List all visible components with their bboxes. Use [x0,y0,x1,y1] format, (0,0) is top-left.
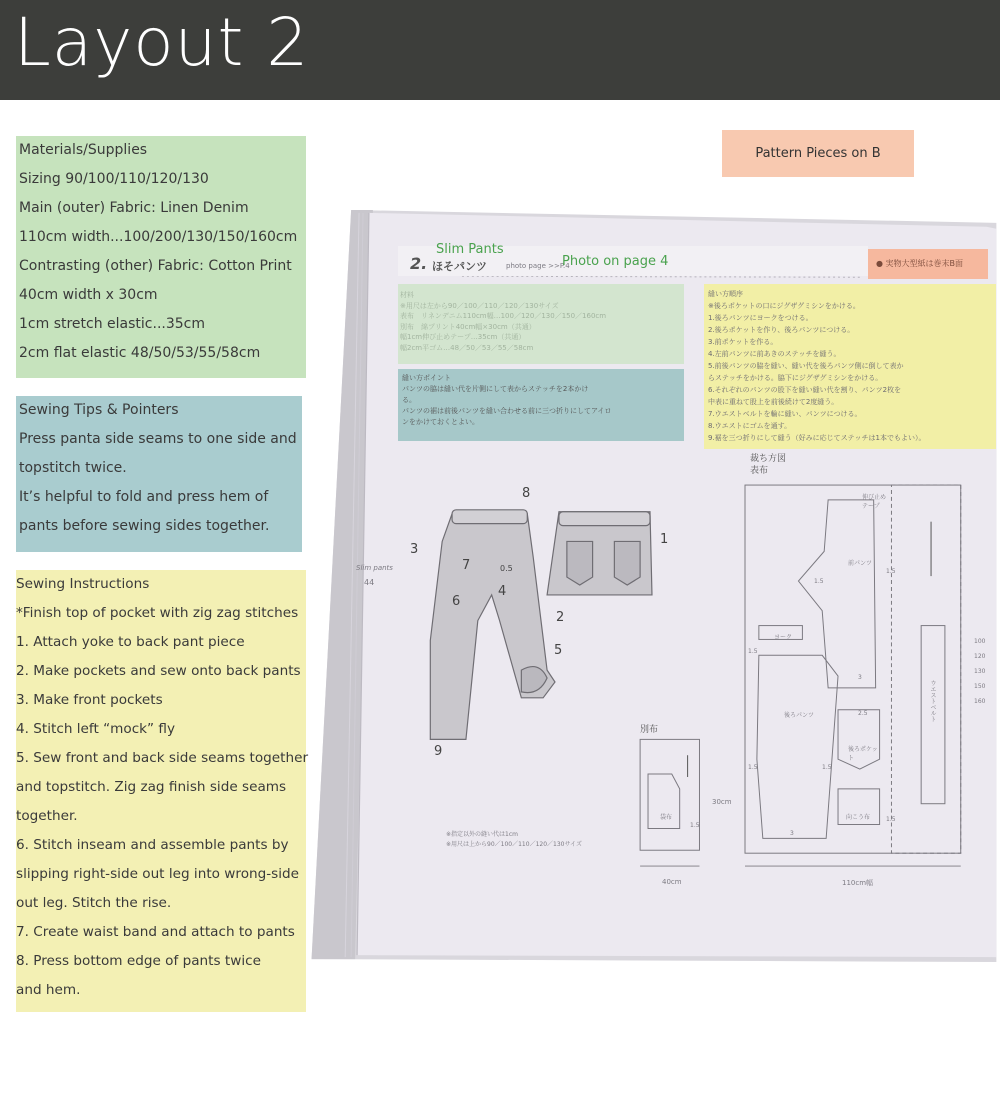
instructions-line: 8. Press bottom edge of pants twice [16,953,261,969]
sewing-tips-panel [16,396,302,552]
cut-layout-title: 裁ち方図 [750,454,787,464]
measure-width-other: 40cm [662,878,682,886]
allowance-label: 1.5 [822,764,832,771]
instructions-line: *Finish top of pocket with zig zag stitches [16,605,299,621]
allowance-label: 1.5 [748,648,758,655]
jp-line: 9.裾を三つ折りにして縫う（好みに応じてステッチは1本でもよい）。 [708,434,926,442]
diagram-number: 0.5 [500,564,513,573]
jp-line: 縫い方順序 [708,290,743,298]
book-page-number: 44 [364,578,375,587]
jp-line: 1.後ろパンツにヨークをつける。 [708,314,813,322]
size-value: 160 [974,698,986,705]
book-materials-highlight [398,284,684,364]
piece-label: 前パンツ [848,560,873,567]
book-page-caption: Slim pants [356,564,393,572]
piece-label: 伸び止めテープ [862,494,887,510]
book-title-jp: ほそパンツ [432,260,487,273]
materials-line: 40cm width x 30cm [19,287,158,303]
book-points-jp [402,373,682,428]
tips-heading: Sewing Tips & Pointers [19,402,179,418]
diagram-number: 6 [452,594,461,609]
sewing-instructions-panel [16,570,309,1012]
jp-line: る。 [402,396,416,404]
materials-heading: Materials/Supplies [19,142,148,158]
instructions-line: 5. Sew front and back side seams together [16,750,309,766]
diagram-number: 3 [410,542,419,557]
header-bar [0,0,1000,100]
allowance-label: 1.5 [748,764,758,771]
instructions-line: 1. Attach yoke to back pant piece [16,634,245,650]
size-value: 120 [974,653,986,660]
materials-panel [16,136,306,378]
diagram-number: 2 [556,610,565,625]
jp-line: 5.前後パンツの脇を縫い、縫い代を後ろパンツ側に倒して表か [708,362,904,370]
measure-width-main: 110cm幅 [842,879,874,887]
materials-line: Contrasting (other) Fabric: Cotton Print [19,258,292,274]
allowance-label: 1.5 [690,822,700,829]
jp-line: ンをかけておくとよい。 [402,418,479,426]
book-photo-ref: photo page >>P.4 [506,262,570,270]
tips-line: pants before sewing sides together. [19,518,270,534]
diagram-number: 9 [434,744,443,759]
book-overlay-photo: Photo on page 4 [562,254,669,269]
pants-back-illustration [547,512,652,595]
note-line: ※指定以外の縫い代は1cm [446,831,518,838]
diagram-number: 7 [462,558,471,573]
diagram-number: 1 [660,532,669,547]
materials-line: Sizing 90/100/110/120/130 [19,171,209,187]
instructions-line: slipping right-side out leg into wrong-side [16,866,300,882]
jp-line: パンツの裾は前後パンツを縫い合わせる前に三つ折りにしてアイロ [402,407,612,415]
instructions-line: 2. Make pockets and sew onto back pants [16,663,301,679]
instructions-line: 3. Make front pockets [16,692,163,708]
piece-label: ウエストベルト [929,680,936,722]
instructions-line: 7. Create waist band and attach to pants [16,924,295,940]
page-title: Layout 2 [14,4,310,81]
allowance-label: 1.5 [886,816,896,823]
measure-height-other: 30cm [712,798,732,806]
jp-line: 2.後ろポケットを作り、後ろパンツにつける。 [708,326,855,334]
jp-line: 縫い方ポイント [402,374,451,382]
book-pattern-no: 2. [410,254,428,273]
tips-line: Press panta side seams to one side and [19,431,297,447]
tips-line: It’s helpful to fold and press hem of [19,489,269,505]
jp-line: 4.左前パンツに前あきのステッチを縫う。 [708,350,841,358]
jp-line: 7.ウエストベルトを輪に縫い、パンツにつける。 [708,410,862,418]
jp-line: 8.ウエストにゴムを通す。 [708,422,792,430]
size-value: 130 [974,668,986,675]
instructions-line: and hem. [16,982,81,998]
measure-sizes [974,634,985,709]
instructions-line: together. [16,808,78,824]
diagram-number: 8 [522,486,531,501]
allowance-label: 1.5 [814,578,824,585]
jp-line: 3.前ポケットを作る。 [708,338,778,346]
size-value: 150 [974,683,986,690]
instructions-line: and topstitch. Zig zag finish side seams [16,779,287,795]
piece-label: 袋布 [660,814,673,821]
note-line: ※用尺は上から90／100／110／120／130サイズ [446,841,582,848]
book-notes [446,830,582,850]
tips-line: topstitch twice. [19,460,127,476]
materials-line: 1cm stretch elastic...35cm [19,316,205,332]
allowance-label: 2.5 [858,710,868,717]
piece-label: ヨーク [774,634,793,641]
cut-layout-sub: 表布 [750,466,769,476]
diagram-number: 4 [498,584,507,599]
materials-line: 110cm width...100/200/130/150/160cm [19,229,298,245]
allowance-label: 3 [858,674,862,681]
book-overlay-title: Slim Pants [436,242,504,257]
instructions-line: 6. Stitch inseam and assemble pants by [16,837,289,853]
jp-line: 中表に重ねて股上を前後続けて2度縫う。 [708,398,839,406]
jp-line: らステッチをかける。脇下にジグザグミシンをかける。 [708,374,883,382]
piece-label: 向こう布 [846,814,871,821]
jp-line: 6.それぞれのパンツの股下を縫い縫い代を割り、パンツ2枚を [708,386,902,394]
instructions-line: 4. Stitch left “mock” fly [16,721,176,737]
pattern-pieces-badge: Pattern Pieces on B [722,130,914,177]
jp-line: ※後ろポケットの口にジグザグミシンをかける。 [708,302,860,310]
allowance-label: 3 [790,830,794,837]
piece-label: 後ろパンツ [784,712,815,719]
instructions-heading: Sewing Instructions [16,576,150,592]
book-orange-note-text: ● 実物大型紙は巻末B面 [876,259,964,268]
instructions-line: out leg. Stitch the rise. [16,895,172,911]
allowance-label: 1.5 [886,568,896,575]
other-fabric-label: 別布 [640,725,659,735]
jp-line: パンツの脇は縫い代を片側にして表からステッチを2本かけ [402,385,589,393]
size-value: 100 [974,638,986,645]
piece-label: 後ろポケット [848,746,878,762]
book-order-jp [708,288,996,444]
materials-line: 2cm flat elastic 48/50/53/55/58cm [19,345,261,361]
materials-line: Main (outer) Fabric: Linen Denim [19,200,249,216]
diagram-number: 5 [554,643,563,658]
